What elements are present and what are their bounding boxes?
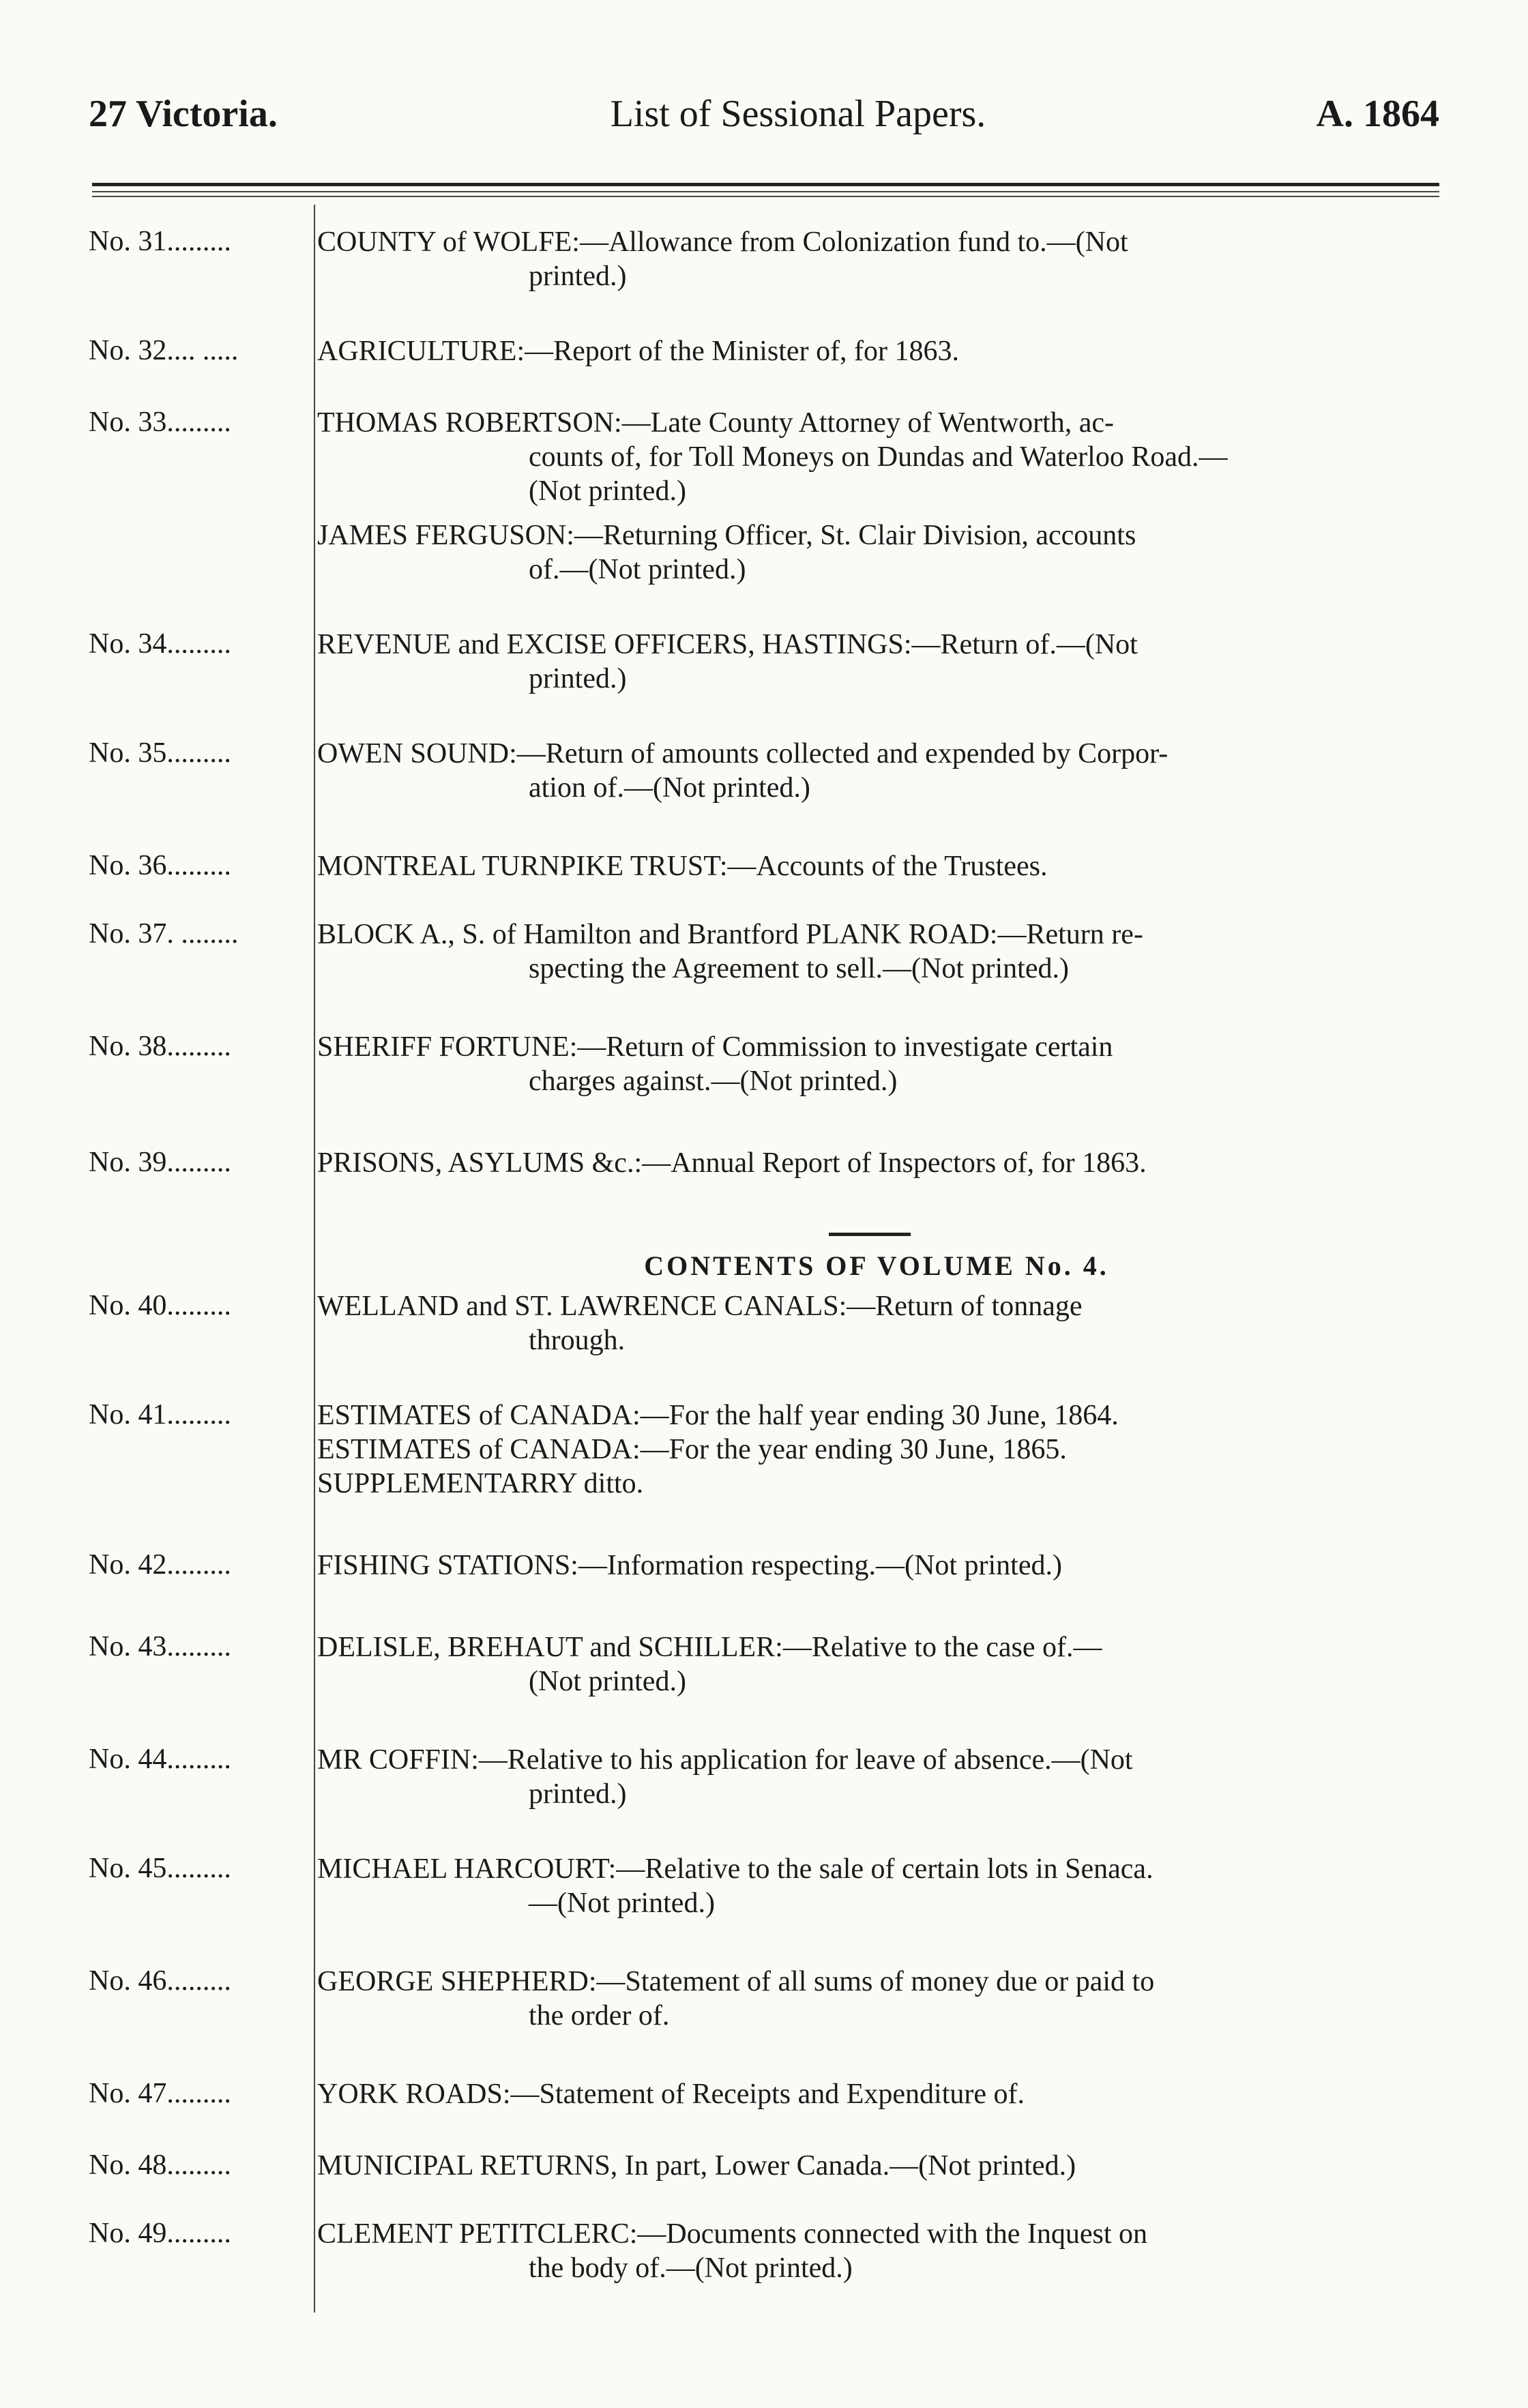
paper-number: No. 45......... [89,1853,231,1884]
paper-number: No. 44......... [89,1744,231,1775]
description-line: SUPPLEMENTARRY ditto. [317,1468,644,1499]
paper-description [317,737,1443,805]
paper-number: No. 43......... [89,1631,231,1662]
description-line: OWEN SOUND:—Return of amounts collected and expended by Corpor- [317,738,1169,769]
description-continuation: charges against.—(Not printed.) [529,1066,898,1097]
paper-description [317,406,1443,508]
description-line: FISHING STATIONS:—Information respecting.—(Not printed.) [317,1550,1062,1581]
paper-description [317,1030,1443,1098]
description-line: GEORGE SHEPHERD:—Statement of all sums of money due or paid to [317,1966,1155,1997]
paper-number: No. 36......... [89,850,231,881]
description-continuation: (Not printed.) [529,475,686,507]
description-continuation: of.—(Not printed.) [529,554,746,585]
paper-number: No. 46......... [89,1965,231,1997]
paper-number: No. 34......... [89,628,231,660]
paper-description [317,1965,1443,2033]
description-line: WELLAND and ST. LAWRENCE CANALS:—Return of tonnage [317,1291,1083,1322]
paper-description [317,1548,1443,1583]
paper-description [317,1630,1443,1699]
description-line: ESTIMATES of CANADA:—For the half year ending 30 June, 1864. [317,1400,1119,1431]
paper-description [317,1289,1443,1357]
paper-description [317,334,1443,368]
paper-number: No. 41......... [89,1399,231,1430]
paper-number: No. 47......... [89,2078,231,2109]
paper-number: No. 49......... [89,2218,231,2249]
paper-number: No. 31......... [89,226,231,257]
description-line: DELISLE, BREHAUT and SCHILLER:—Relative to the case of.— [317,1632,1102,1663]
paper-description [317,1852,1443,1920]
session-label: 27 Victoria. [89,93,278,135]
description-continuation: printed.) [529,663,627,694]
paper-number: No. 32.... ..... [89,335,239,366]
paper-number: No. 39......... [89,1147,231,1178]
appendix-label: A. 1864 [1316,93,1439,135]
paper-number: No. 37. ........ [89,918,239,950]
page-header [89,92,1439,153]
description-line: CLEMENT PETITCLERC:—Documents connected with the Inquest on [317,2218,1148,2250]
description-continuation: printed.) [529,261,627,292]
paper-description [317,518,1443,587]
description-line: BLOCK A., S. of Hamilton and Brantford PLANK ROAD:—Return re- [317,919,1143,950]
header-rule-thin [92,191,1439,192]
paper-description [317,849,1443,883]
section-divider [829,1233,911,1236]
description-line: MUNICIPAL RETURNS, In part, Lower Canada.—(Not printed.) [317,2150,1076,2182]
section-heading: CONTENTS OF VOLUME No. 4. [644,1250,1109,1281]
description-line: COUNTY of WOLFE:—Allowance from Colonization fund to.—(Not [317,226,1128,258]
description-line: MICHAEL HARCOURT:—Relative to the sale of certain lots in Senaca. [317,1853,1154,1885]
description-line: MR COFFIN:—Relative to his application for leave of absence.—(Not [317,1744,1133,1776]
paper-number: No. 38......... [89,1031,231,1062]
description-continuation: the body of.—(Not printed.) [529,2252,853,2284]
description-continuation: through. [529,1325,626,1356]
paper-description [317,917,1443,986]
description-continuation: the order of. [529,2000,670,2031]
header-rule-thin-2 [92,196,1439,197]
description-line: AGRICULTURE:—Report of the Minister of, for 1863. [317,336,960,367]
paper-number: No. 33......... [89,407,231,438]
description-line: REVENUE and EXCISE OFFICERS, HASTINGS:—Return of.—(Not [317,629,1138,660]
header-rule-thick [92,183,1439,186]
description-continuation: —(Not printed.) [529,1888,715,1919]
paper-description [317,2077,1443,2111]
paper-number: No. 48......... [89,2149,231,2181]
description-line: MONTREAL TURNPIKE TRUST:—Accounts of the Trustees. [317,851,1048,882]
description-continuation: specting the Agreement to sell.—(Not printed.) [529,953,1069,984]
description-line: JAMES FERGUSON:—Returning Officer, St. Clair Division, accounts [317,520,1136,551]
paper-number: No. 35......... [89,737,231,769]
paper-number: No. 42......... [89,1549,231,1581]
description-line: THOMAS ROBERTSON:—Late County Attorney of Wentworth, ac- [317,407,1115,439]
paper-description [317,1743,1443,1811]
description-line: SHERIFF FORTUNE:—Return of Commission to investigate certain [317,1031,1113,1063]
description-continuation: (Not printed.) [529,1666,686,1697]
paper-number: No. 40......... [89,1290,231,1321]
description-continuation: counts of, for Toll Moneys on Dundas and Waterloo Road.— [529,441,1228,473]
paper-description [317,1398,1443,1501]
paper-description [317,225,1443,293]
paper-description [317,628,1443,696]
paper-description [317,1146,1443,1180]
page-title: List of Sessional Papers. [610,93,986,135]
description-line: ESTIMATES of CANADA:—For the year ending 30 June, 1865. [317,1434,1067,1465]
paper-description [317,2217,1443,2285]
description-line: PRISONS, ASYLUMS &c.:—Annual Report of Inspectors of, for 1863. [317,1147,1147,1179]
description-line: YORK ROADS:—Statement of Receipts and Expenditure of. [317,2079,1025,2110]
paper-description [317,2149,1443,2183]
description-continuation: printed.) [529,1778,627,1810]
description-continuation: ation of.—(Not printed.) [529,772,810,804]
